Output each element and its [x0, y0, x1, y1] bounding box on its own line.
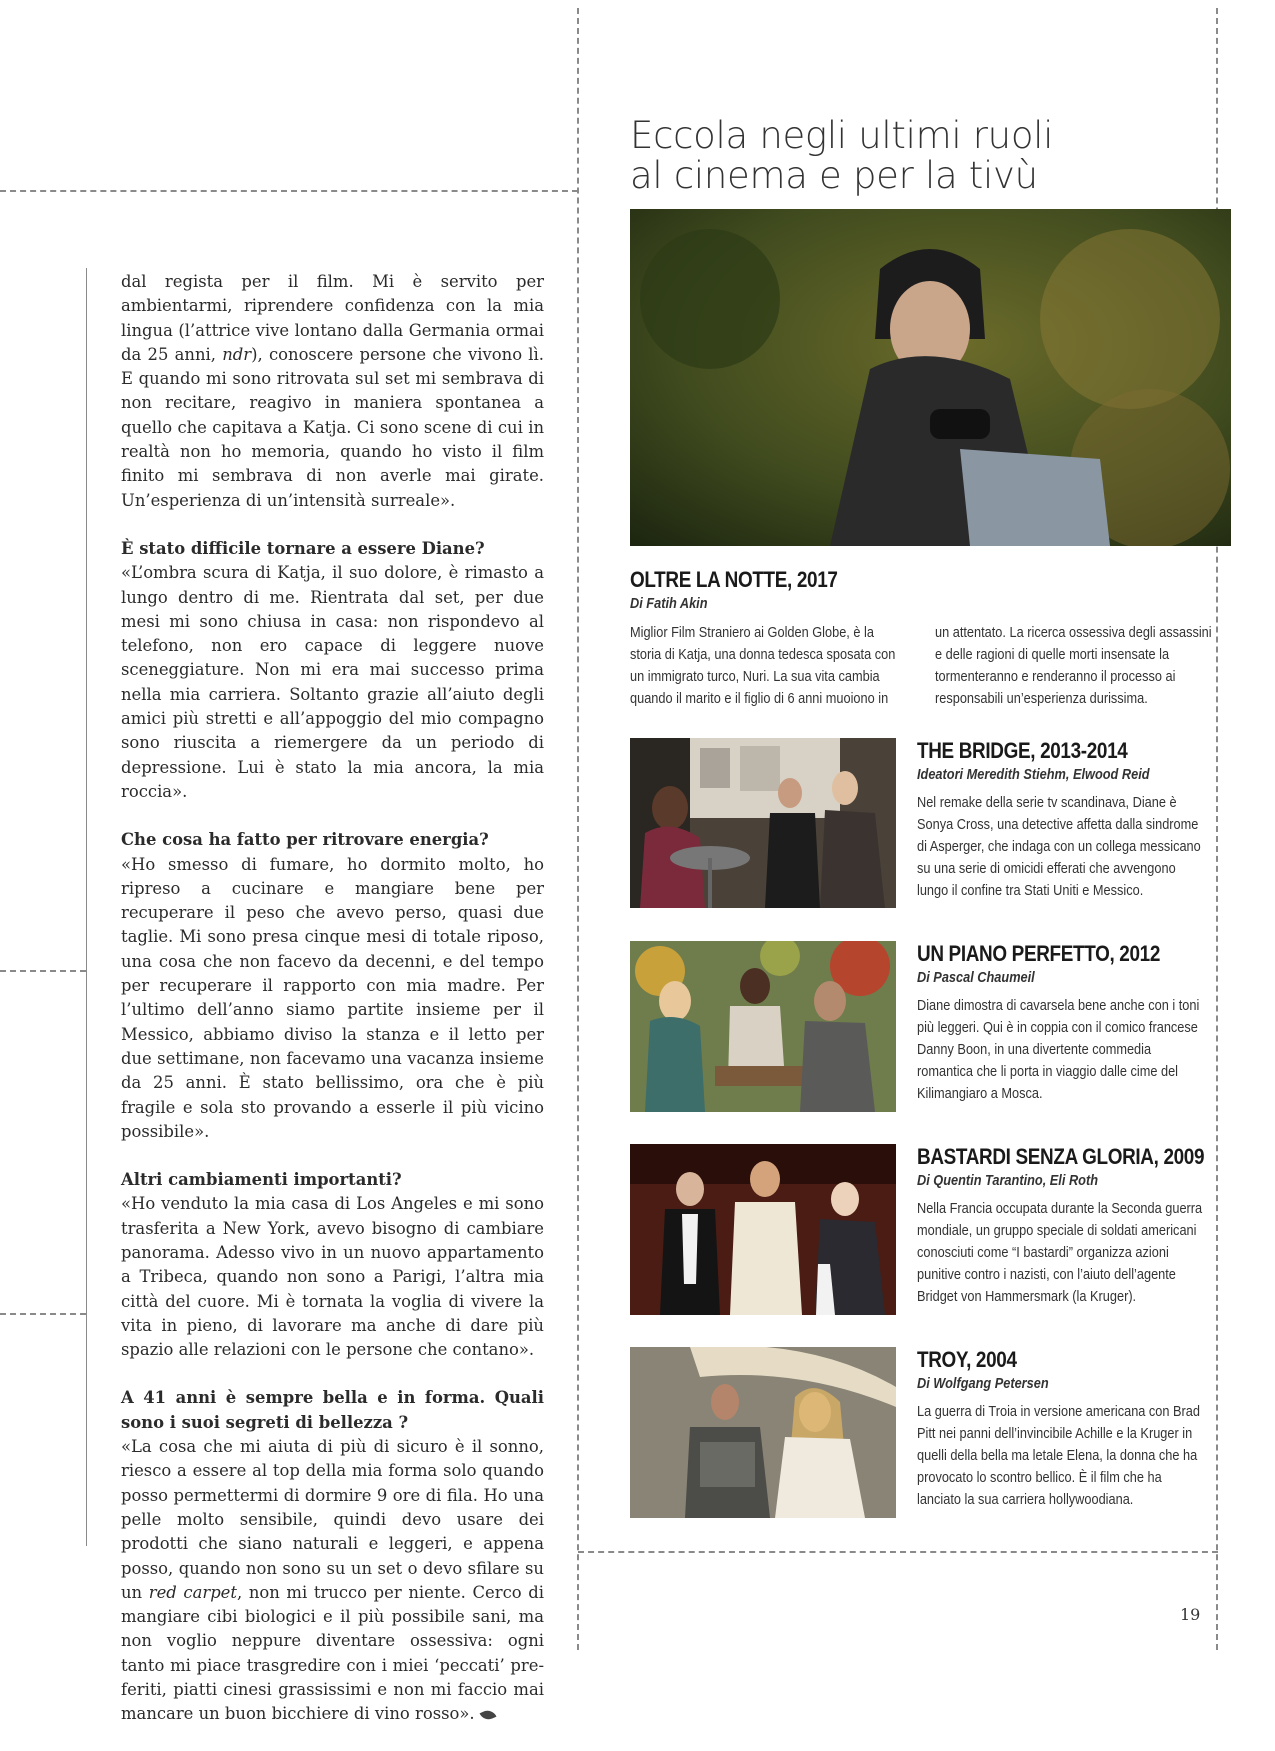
desc-line: più leggeri. Qui è in coppia con il comico francese — [917, 1020, 1198, 1036]
article-body — [121, 270, 544, 1751]
left-column-rule — [86, 268, 87, 1546]
film-desc-troy — [917, 1401, 1217, 1511]
photo-troy — [630, 1347, 896, 1518]
film-title-bastardi-senza-gloria: BASTARDI SENZA GLORIA, 2009 — [917, 1144, 1205, 1169]
desc-line: lungo il confine tra Stati Uniti e Messico. — [917, 883, 1144, 899]
desc-line: lanciato la sua carriera hollywoodiana. — [917, 1492, 1134, 1508]
desc-line: tormenteranno e renderanno il processo ai — [935, 669, 1176, 685]
desc-line: provocato lo scontro bellico. È il film che ha — [917, 1470, 1162, 1486]
leaf-icon — [479, 1708, 496, 1723]
photo-oltre-la-notte — [630, 209, 1231, 546]
desc-line: responsabili un’esperienza durissima. — [935, 691, 1148, 707]
divider-left-low — [0, 1313, 86, 1315]
divider-top-left — [0, 190, 578, 192]
film-credit-troy: Di Wolfgang Petersen — [917, 1376, 1049, 1392]
desc-line: Pitt nei panni dell’invincibile Achille e la Kruger in — [917, 1426, 1193, 1442]
desc-line: quelli della bella ma letale Elena, la donna che ha — [917, 1448, 1198, 1464]
qa-block-1 — [121, 537, 544, 804]
film-title-oltre-la-notte: OLTRE LA NOTTE, 2017 — [630, 567, 838, 592]
answer-4-part-1: «La cosa che mi aiuta di più di sicuro è il sonno, riesco a essere al top della mia forma solo quando posso permettermi di dormire 9 ore di fila. Ho una pelle molto sensibile, quindi devo usare dei prodotti che siano naturali e leggeri, e appena posso, quando non sono su un set o devo sfilare su un — [121, 1437, 544, 1602]
film-credit-un-piano-perfetto: Di Pascal Chaumeil — [917, 970, 1035, 986]
film-title-the-bridge: THE BRIDGE, 2013-2014 — [917, 738, 1128, 763]
section-title-line-2: al cinema e per la tivù — [630, 154, 1038, 197]
desc-line: Sonya Cross, una detective affetta dalla sindrome — [917, 817, 1199, 833]
desc-line: Bridget von Hammersmark (la Kruger). — [917, 1289, 1137, 1305]
answer-4-red-carpet: red carpet — [148, 1582, 237, 1602]
desc-line: quando il marito e il figlio di 6 anni muoiono in — [630, 691, 889, 707]
desc-line: Diane dimostra di cavarsela bene anche con i toni — [917, 998, 1200, 1014]
photo-un-piano-perfetto — [630, 941, 896, 1112]
desc-line: storia di Katja, una donna tedesca sposata con — [630, 647, 896, 663]
desc-line: un attentato. La ricerca ossessiva degli assassini — [935, 625, 1212, 641]
section-title — [630, 116, 1230, 196]
desc-line: punitive contro i nazisti, con l’aiuto dell’agente — [917, 1267, 1176, 1283]
question-1: È stato difficile tornare a essere Diane? — [121, 538, 485, 558]
page-number: 19 — [1180, 1605, 1201, 1624]
divider-center-vertical — [577, 8, 579, 1650]
desc-line: di Asperger, che indaga con un collega messicano — [917, 839, 1201, 855]
desc-line: su una serie di omicidi efferati che avvengono — [917, 861, 1176, 877]
answer-4-part-2: , non mi trucco per niente. Cerco di mangiare cibi biologici e il più possibile sani, ma non voglio neppure diventare ossessiva: ogni tanto mi piace trasgredire con i miei ‘peccati’ preferiti, piatti cinesi grassissimi e non mi faccio mai mancare un buon bicchiere di vino rosso». — [121, 1582, 545, 1724]
intro-text-2: ), conoscere persone che vivono lì. E quando mi sono ritrovata sul set mi sembrava di non recitare, reagivo in maniera spontanea a quello che capitava a Katja. Ci sono scene di cui in realtà non ho memoria, quando ho visto il film finito mi sembrava di non averle mai girate. Un’esperienza di un’intensità surreale». — [121, 344, 545, 510]
desc-line: Nel remake della serie tv scandinava, Diane è — [917, 795, 1177, 811]
article-intro — [121, 270, 544, 513]
film-desc-un-piano-perfetto — [917, 995, 1217, 1105]
answer-1: «L’ombra scura di Katja, il suo dolore, è rimasto a lungo dentro di me. Rientrata dal set, per due mesi mi sono chiusa in casa: non rispondevo al telefono, non ero capace di leggere nuove sceneggiature. Non mi era mai successo prima nella mia carriera. Soltanto grazie all’aiuto degli amici più stretti e all’appoggio del mio compagno sono riuscita a riemergere da un periodo di depressione. Lui è stato la mia ancora, la mia roccia». — [121, 563, 544, 801]
film-credit-oltre-la-notte: Di Fatih Akin — [630, 596, 708, 612]
desc-line: un immigrato turco, Nuri. La sua vita cambia — [630, 669, 880, 685]
answer-3: «Ho venduto la mia casa di Los Angeles e mi sono trasferita a New York, avevo bisogno di cambiare panorama. Adesso vivo in un nuovo appartamento a Tribeca, quando non sono a Parigi, l’altra mia città del cuore. Mi è tornata la voglia di vivere la vita in pieno, di lavorare ma anche di dare più spazio alle relazioni con le persone che contano». — [121, 1194, 544, 1360]
desc-line: Miglior Film Straniero ai Golden Globe, è la — [630, 625, 874, 641]
answer-2: «Ho smesso di fumare, ho dormito molto, ho ripreso a cucinare e mangiare bene per recuperare il peso che avevo perso, quasi due taglie. Mi sono presa cinque mesi di totale riposo, una cosa che non facevo da decenni, e del tempo per recuperare il rapporto con mia madre. Per l’ultimo dell’anno siamo partite insieme per il Messico, abbiamo diviso la stanza e il letto per due settimane, non facevamo una vacanza insieme da 25 anni. È stato bellissimo, ora che è più fragile e sola sto provando a esserle il più vicino possibile». — [121, 854, 544, 1141]
desc-line: Kilimangiaro a Mosca. — [917, 1086, 1043, 1102]
film-title-troy: TROY, 2004 — [917, 1347, 1017, 1372]
question-3: Altri cambiamenti importanti? — [121, 1170, 402, 1190]
qa-block-4 — [121, 1386, 544, 1726]
film-desc-oltre-la-notte-col1 — [630, 622, 920, 710]
qa-block-2 — [121, 828, 544, 1144]
desc-line: romantica che li porta in viaggio dalle cime del — [917, 1064, 1179, 1080]
desc-line: Danny Boon, in una divertente commedia — [917, 1042, 1152, 1058]
desc-line: conosciuti come “I bastardi” organizza azioni — [917, 1245, 1169, 1261]
film-credit-bastardi-senza-gloria: Di Quentin Tarantino, Eli Roth — [917, 1173, 1099, 1189]
intro-ndr: ndr — [222, 344, 252, 364]
qa-block-3 — [121, 1168, 544, 1362]
desc-line: Nella Francia occupata durante la Seconda guerra — [917, 1201, 1203, 1217]
desc-line: La guerra di Troia in versione americana con Brad — [917, 1404, 1201, 1420]
photo-bastardi-senza-gloria — [630, 1144, 896, 1315]
photo-the-bridge — [630, 738, 896, 908]
intro-text-1: dal regista per il film. Mi è servito per ambientarmi, riprendere confidenza con la mia lingua (l’attrice vive lontano dalla Germania ormai da 25 anni, — [121, 272, 544, 364]
divider-left-mid — [0, 970, 86, 972]
desc-line: mondiale, un gruppo speciale di soldati americani — [917, 1223, 1197, 1239]
film-title-un-piano-perfetto: UN PIANO PERFETTO, 2012 — [917, 941, 1161, 966]
divider-bottom-right — [578, 1551, 1218, 1553]
desc-line: e delle ragioni di quelle morti insensate la — [935, 647, 1170, 663]
question-2: Che cosa ha fatto per ritrovare energia? — [121, 830, 489, 850]
film-credit-the-bridge: Ideatori Meredith Stiehm, Elwood Reid — [917, 767, 1150, 783]
question-4: A 41 anni è sempre bella e in forma. Quali sono i suoi segreti di bellezza ? — [121, 1388, 544, 1432]
section-title-line-1: Eccola negli ultimi ruoli — [630, 114, 1054, 157]
film-desc-bastardi-senza-gloria — [917, 1198, 1217, 1308]
film-desc-the-bridge — [917, 792, 1217, 902]
film-desc-oltre-la-notte-col2 — [935, 622, 1225, 710]
